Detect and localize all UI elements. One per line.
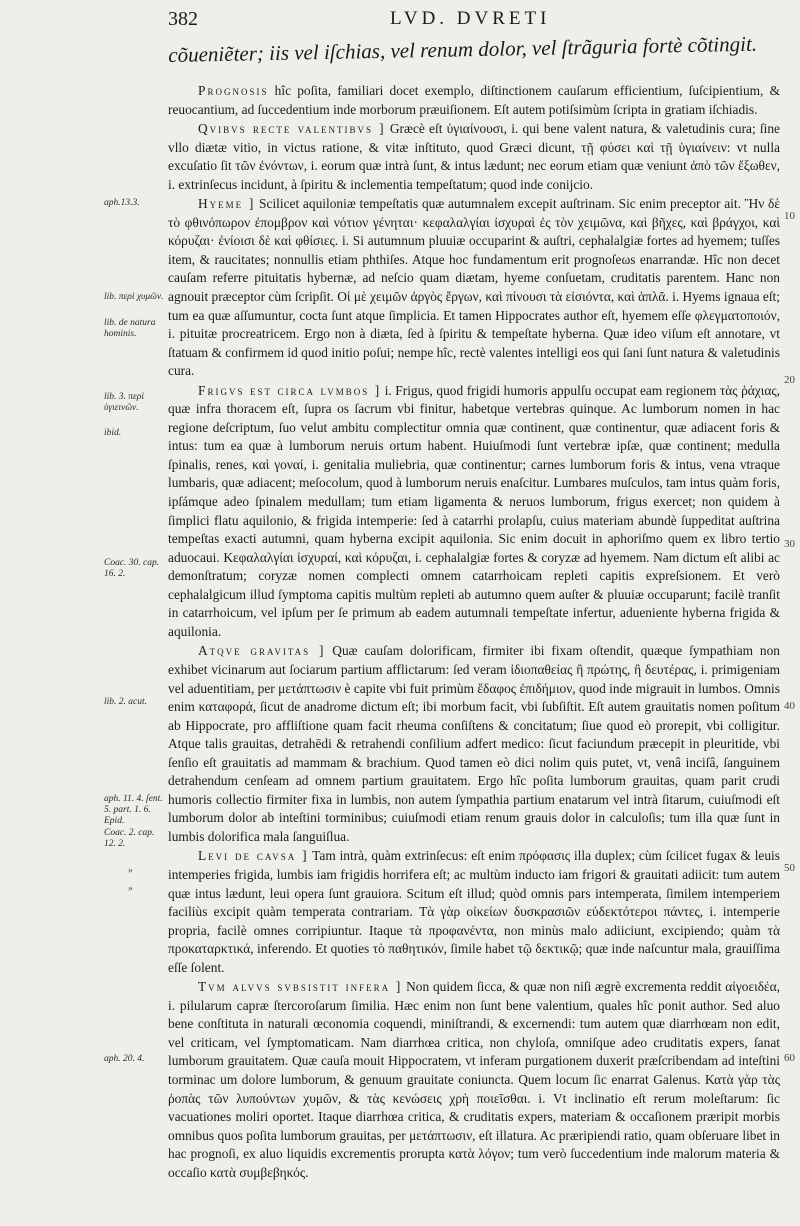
margin-note: aph.13.3. (104, 198, 140, 208)
paragraph (168, 82, 780, 119)
paragraph-text: Scilicet aquiloniæ tempeſtatis quæ autumnalem excepit auſtrinam. Sic enim preceptor ait. Ἢν δὲ τὸ φθινόπωρον ἐπομβρον καὶ νότιον γένηται· κεφαλαλγίαι ἰσχυραὶ ἐς τὸν χειμῶνα, καὶ βῆχες, καὶ βράγχοι, καὶ κόρυζαι· ἐνίοισι δὲ καὶ φθίσιες. i. Si autumnum pluuiæ occuparint & auſtri, cephalalgiæ fortes ad hyemem; tuſſes item, & raucitates; nonnullis etiam phthiſes. Atque hoc fundamentum erit prognoſeωs enarrandæ. Hîc non decet cauſam referre pituitatis hybernæ, ad neſcio quam diætam, hyeme conſuetam, cruditatis parentem. Hanc non agnouit præceptor cùm ſcripſit. Οἱ μὲ χειμῶν ἀργὸς ἔργων, καὶ πίνουσι τὰ εἰσιόντα, καὶ ἁπλᾶ. i. Hyems ignaua eſt; tum ea quæ aſſumuntur, cocta ſunt atque ſimplicia. Et tamen Hippocrates author eſt, hyemem eſſe φλεγματοποιόν, i. pituitæ procreatricem. Ergo non à diæta, ſed à ſpiritu & tempeſtate hyberna. Quæ ideo viſum eſt annotare, vt ſtatuam & confirmem id quod initio poſui; nempe hîc, rectè valentes intelligi eos qui ſani ſunt natura & valetudinis cura. (168, 196, 780, 379)
margin-note: aph. 20. 4. (104, 1054, 145, 1064)
page-number: 382 (168, 8, 198, 30)
paragraph-text: Quæ cauſam dolorificam, firmiter ibi fixam oſtendit, quæque ſympathiam non exhibet vicinarum aut ſociarum partium afflictarum: ſed veram ἰδιοπαθείας ἢ πρώτης, ἢ δευτέρας, i. primigeniam vel aduentitiam, per μετάπτωσιν è capite vbi fuit primùm ἔδαφος ἐπιδήμιον, quod inde migrauit in lumbos. Omnis enim καταφορά, ſicut de anadrome dictum eſt; ibi morbum facit, vbi ſubſiſtit. Eſt autem grauitatis nomen poſitum ab Hippocrate, pro affliſtione quam facit rheuma conſiſtens & concitatum; ſiue quod eò prorepit, vbi colligitur. Atque talis grauitas, detrahēdi & retrahendi conſilium adfert medico: ſicut faciundum præcepit in pleuritide, vbi ſenſio eſt grauitatis ad mammam & brachium. Quod tamen eò dici nolim quis putet, vt, venâ inciſâ, ſanguinem detrahendum cenſeam ad omnem partium grauitatem. Ergo hîc poſita lumborum grauitas, quam parit crudi humoris collectio firmiter fixa in lumbis, non autem ſympathia partium enatarum vel intrà ſitarum, cuiuſmodi eſt lumborum dolor ab inteſtini torminibus; cuiuſmodi etiam renum grauis dolor in calculoſis; tum illa quæ ſunt in lumbis dolorifica mala ſanguiſlua. (168, 643, 780, 844)
margin-note: Coac. 2. cap. 12. 2. (104, 828, 155, 849)
body-text (168, 82, 780, 1183)
margin-note: aph. 11. 4. ſent. 5. part. 1. 6. Epid. (104, 794, 163, 826)
paragraph-text: i. Frigus, quod frigidi humoris appulſu occupat eam regionem τὰς ῥάχιας, quæ infra thoracem eſt, ſupra os ſacrum vbi finitur, habetque vertebras quinque. Ac lumborum nomen in hac regione deſcriptum, ſuo velut ambitu complectitur omnia quæ continent, quæ continentur, quæ adiacent foris & intus: tum ea quæ à lumborum neruis ortum habent. Huiuſmodi ſunt vertebræ ipſæ, quæ continent; medulla ſpinalis, renes, καὶ γοναί, i. genitalia muliebria, quæ continentur; carnes lumborum foris & intus, vena vtraque lumbaris, quæ adiacent; meſocolum, quod à lumborum neruis enaſcitur. Lumbares muſculos, tam intus quàm foris, ipſámque adeo ſpinalem medullam; tum etiam ligamenta & neruos lumborum, frigus exercet; non quidem à ſimplici flatu aquilonio, & frigida intemperie: ſed à catarrhi prolapſu, cuius materiam abundè ſuppeditat auſtrina tempeſtas exacti autumni, quam hyberna excipit aquilonia. Sic enim docuit in aphoriſmo quem ex libro tertio aduocaui. Κεφαλαλγίαι ἰσχυραί, καὶ κόρυζαι, i. cephalalgiæ fortes & coryzæ ad hyemem. Nam dictum eſt alibi ac demonſtratum; coryzæ nomen complecti omnem catarrhoicam repleti capitis expreſsionem. Et verò cephalalgicum illud ſymptoma capitis multùm repleti ab autumno quem auſter & pluuiæ occuparunt; facilè tranſit in catarrhoicum, vel ipſum per ſe primum ab eadem autumnali tempeſtate infertur, adueniente hyberna frigida & aquilonia. (168, 382, 780, 639)
running-head: LVD. DVRETI (390, 8, 551, 29)
paragraph (168, 847, 780, 977)
paragraph-text: Græcè eſt ὑγιαίνουσι, i. qui bene valent natura, & valetudinis cura; ſine vllo diætæ vitio, in victus ratione, & vitæ inſtituto, quod Græci dicunt, τῇ φύσει καὶ τῇ ὑγιαίνειν: vt nulla excuſatio ſit τῶν ἐνόντων, i. eorum quæ intrà ſunt, & intus lædunt; nec eorum etiam quæ veniunt ἀπὸ τῶν ἔξωθεν, i. extrinſecus incidunt, à ſpiritu & inclementia tempeſtatum; quod inde conijcio. (168, 121, 780, 192)
paragraph-text: Non quidem ſicca, & quæ non niſi ægrè excrementa reddit αἰγοειδέα, i. pilularum capræ ſtercoroſarum ſimilia. Hæc enim non ſunt bene valentium, quales hîc ponit author. Sed aluo bene conſtituta in naturali œconomia coquendi, miniſtrandi, & excernendi: tum autem quæ diarrhœam non edit, vel criticam, vel ſymptomaticam. Nam diarrhœa critica, non chyloſa, omniſque adeo cruditatis expers, ſanat lumborum grauitatem. Quæ cauſa mouit Hippocratem, vt inferam purgationem duxerit præſcribendam ad inteſtini torminac um dolore lumborum, & genuum grauitate coniuncta. Quem locum ſic enarrat Galenus. Κατὰ γὰρ τὰς ῥοπὰς τῶν λυπούντων χυμῶν, & τὰς κενώσεις χρὴ ποιεῖσθαι. i. Vt inclinatio eſt rerum moleſtarum: ſic vacuationes moliri oportet. Itaque diarrhœa critica, & cruditatis expers, materiam & occaſionem præripit morbis omnibus quos poſita lumborum grauitas, per μετάπτωσιν, eſt illatura. Ac præripiendi ratio, quam obſeruare libet in hac prognoſi, ex aluo liquidis excrementis prorupta κατὰ λόγον; tum verò ſuccedentium inde malorum materia & occaſio κατὰ συμβεβηκός. (168, 979, 780, 1180)
line-number: 10 (784, 210, 795, 222)
line-number: 50 (784, 862, 795, 874)
line-number: 30 (784, 538, 795, 550)
lemma: Hyeme ] (198, 196, 256, 212)
margin-note: lib. 2. acut. (104, 697, 148, 707)
paragraph (168, 978, 780, 1182)
margin-note: » (128, 866, 133, 876)
lemma: Levi de cavsa ] (198, 848, 309, 864)
line-number: 60 (784, 1052, 795, 1064)
paragraph (168, 120, 780, 194)
margin-note: lib. περὶ χυμῶν. (104, 292, 164, 302)
margin-note: ibid. (104, 428, 122, 438)
paragraph (168, 642, 780, 846)
margin-note: Coac. 30. cap. 16. 2. (104, 558, 160, 579)
paragraph (168, 382, 780, 642)
margin-note: » (128, 884, 133, 894)
paragraph-text: hîc poſita, familiari docet exemplo, diſtinctionem cauſarum efficientium, ſuſcipientium, & reuocantium, ad ſuccedentium inde morborum præuiſionem. Eſt autem potiſsimùm ſcripta in gratiam iſchiadis. (168, 83, 780, 117)
margin-note: lib. 3. περὶ ὑγιεινῶν. (104, 392, 144, 413)
lemma: Frigvs est circa lvmbos ] (198, 382, 382, 398)
carryover-line: cõueniẽter; iis vel iſchias, vel renum dolor, vel ſtrãguria fortè cõtingit. (168, 31, 758, 67)
paragraph (168, 195, 780, 380)
margin-note: lib. de natura hominis. (104, 318, 156, 339)
lemma: Atqve gravitas ] (198, 643, 326, 659)
lemma: Tvm alvvs svbsistit infera ] (198, 979, 403, 995)
line-number: 40 (784, 700, 795, 712)
line-number: 20 (784, 374, 795, 386)
paragraph-text: Tam intrà, quàm extrinſecus: eſt enim πρόφασις illa duplex; cùm ſcilicet fugax & leuis intemperies frigida, lumbis iam frigidis horrifera eſt; ac multùm inducto iam frigori & grauitati adiicit: tum autem quæ intus lædunt, leui opera ſunt grauiora. Scitum eſt illud; quòd omnis pars intemperata, ſimilem intemperiem faciliùs excipit quàm temperata contrariam. Τὰ γὰρ οἰκείων δυσκρασιῶν εὐδεκτότεροι πάντες, i. intemperie propria, facilè omnes corripiuntur. Itaque τὰ προφανέντα, non minùs malo adiiciunt, excipiendo; quàm τὰ προκαταρκτικά, inferendo. Et quoties τὸ παθητικόν, ſimile habet τῷ δεκτικῷ; quæ inde naſcuntur mala, grauiſſima eſſe ſolent. (168, 848, 780, 975)
lemma: Qvibvs recte valentibvs ] (198, 121, 386, 137)
lemma: Prognosis (198, 83, 269, 98)
